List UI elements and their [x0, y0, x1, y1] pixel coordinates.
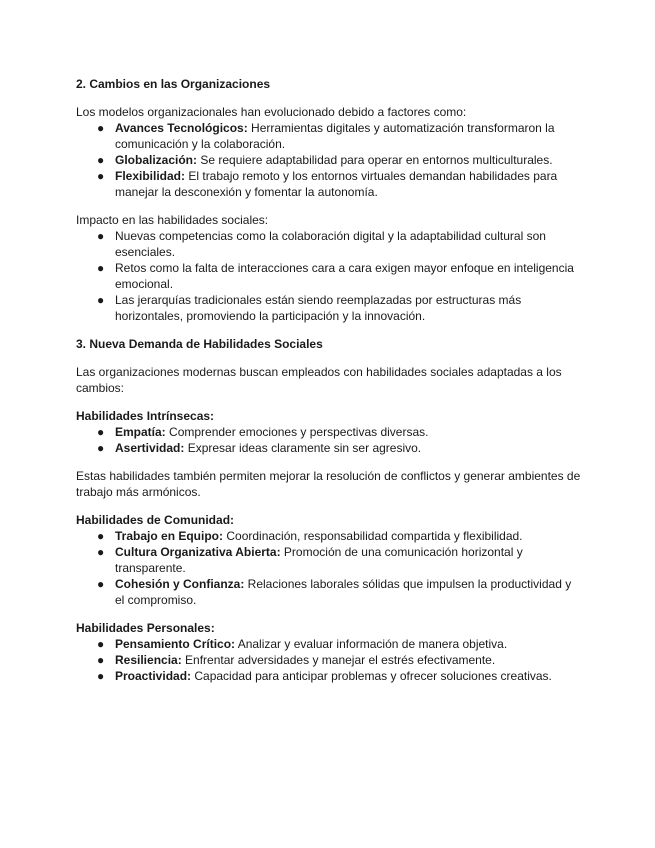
list-item: ● Asertividad: Expresar ideas claramente sin ser agresivo. [97, 441, 422, 455]
community-list [76, 528, 581, 608]
list-item: ● Las jerarquías tradicionales están siendo reemplazadas por estructuras más horizontales, promoviendo la participación y la innovación. [97, 293, 522, 323]
bullet-icon: ● [97, 529, 105, 543]
list-item: ● Pensamiento Crítico: Analizar y evaluar información de manera objetiva. [97, 637, 508, 651]
personal-title: Habilidades Personales: [76, 621, 215, 635]
list-item: ● Globalización: Se requiere adaptabilidad para operar en entornos multiculturales. [97, 153, 553, 167]
list-item: ● Avances Tecnológicos: Herramientas digitales y automatización transformaron la comunicación y la colaboración. [97, 121, 555, 151]
list-item: ● Empatía: Comprender emociones y perspectivas diversas. [97, 425, 429, 439]
section-3-intro: Las organizaciones modernas buscan empleados con habilidades sociales adaptadas a los cambios: [76, 365, 562, 395]
list-item: ● Trabajo en Equipo: Coordinación, responsabilidad compartida y flexibilidad. [97, 529, 523, 543]
impact-intro: Impacto en las habilidades sociales: [76, 213, 269, 227]
list-item: ● Flexibilidad: El trabajo remoto y los entornos virtuales demandan habilidades para manejar la desconexión y fomentar la autonomía. [97, 169, 558, 199]
bullet-icon: ● [97, 425, 105, 439]
intrinsic-list [76, 424, 581, 456]
impacts-list [76, 228, 581, 324]
list-item: ● Cohesión y Confianza: Relaciones laborales sólidas que impulsen la productividad y el compromiso. [97, 577, 572, 607]
bullet-icon: ● [97, 577, 105, 591]
bullet-icon: ● [97, 441, 105, 455]
list-item: ● Nuevas competencias como la colaboración digital y la adaptabilidad cultural son esenciales. [97, 229, 546, 259]
bullet-icon: ● [97, 637, 105, 651]
list-item: ● Cultura Organizativa Abierta: Promoción de una comunicación horizontal y transparente. [97, 545, 523, 575]
bullet-icon: ● [97, 169, 105, 183]
bullet-icon: ● [97, 261, 105, 275]
list-item: ● Proactividad: Capacidad para anticipar problemas y ofrecer soluciones creativas. [97, 669, 552, 683]
bullet-icon: ● [97, 293, 105, 307]
community-title: Habilidades de Comunidad: [76, 513, 235, 527]
section-2-title: 2. Cambios en las Organizaciones [76, 77, 271, 91]
bullet-icon: ● [97, 653, 105, 667]
bullet-icon: ● [97, 229, 105, 243]
document-page [76, 76, 581, 684]
bullet-icon: ● [97, 545, 105, 559]
list-item: ● Retos como la falta de interacciones cara a cara exigen mayor enfoque en inteligencia emocional. [97, 261, 574, 291]
section-3-title: 3. Nueva Demanda de Habilidades Sociales [76, 337, 323, 351]
bullet-icon: ● [97, 669, 105, 683]
factors-list [76, 120, 581, 200]
bullet-icon: ● [97, 121, 105, 135]
personal-list [76, 636, 581, 684]
list-item: ● Resiliencia: Enfrentar adversidades y manejar el estrés efectivamente. [97, 653, 496, 667]
bullet-icon: ● [97, 153, 105, 167]
section-2-intro: Los modelos organizacionales han evolucionado debido a factores como: [76, 105, 467, 119]
intrinsic-title: Habilidades Intrínsecas: [76, 409, 215, 423]
intrinsic-note: Estas habilidades también permiten mejorar la resolución de conflictos y generar ambientes de trabajo más armónicos. [76, 469, 581, 499]
